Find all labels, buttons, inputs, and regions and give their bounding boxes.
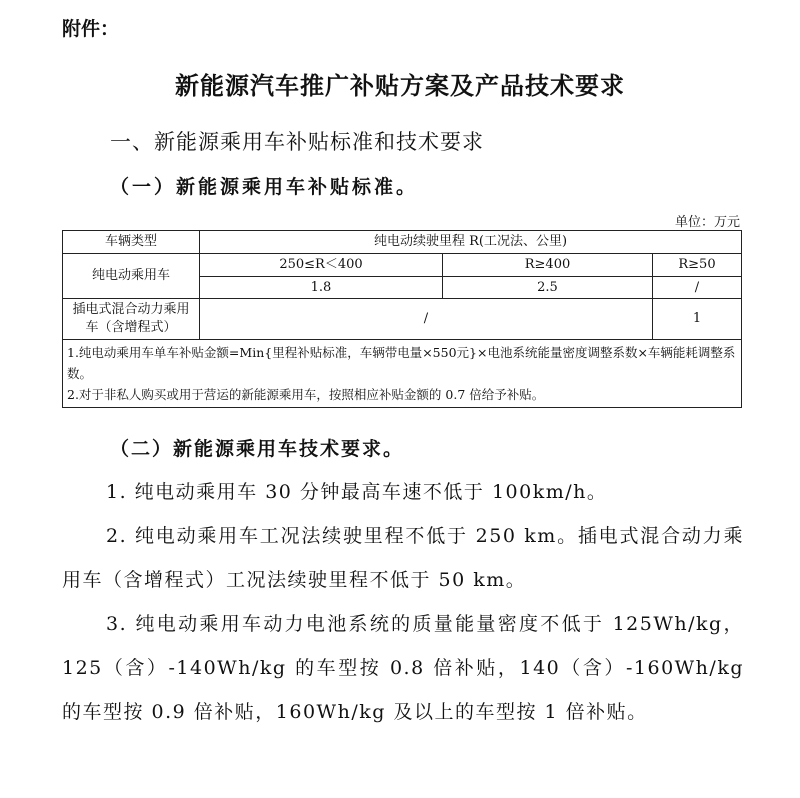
- header-vehicle-type: 车辆类型: [63, 231, 200, 254]
- unit-label: 单位：万元: [674, 215, 740, 230]
- paragraph-1: 1. 纯电动乘用车 30 分钟最高车速不低于 100km/h。: [106, 481, 608, 503]
- subsection-heading-1: （一）新能源乘用车补贴标准。: [110, 176, 419, 198]
- table-notes: [63, 340, 742, 408]
- section-heading-1: 一、新能源乘用车补贴标准和技术要求: [110, 130, 484, 154]
- subsidy-table: [62, 230, 742, 408]
- range-cell-3: R≥50: [653, 254, 742, 277]
- table-row: [63, 254, 742, 277]
- subsection-heading-2: （二）新能源乘用车技术要求。: [110, 438, 405, 460]
- bev-value-3: /: [653, 277, 742, 299]
- row-label-bev: 纯电动乘用车: [63, 254, 200, 299]
- paragraph-3: 3. 纯电动乘用车动力电池系统的质量能量密度不低于 125Wh/kg，125（含）-140Wh/kg 的车型按 0.8 倍补贴，140（含）-160Wh/kg 的车型按 0.9 倍补贴，160Wh/kg 及以上的车型按 1 倍补贴。: [62, 613, 744, 723]
- note-1: 1.纯电动乘用车单车补贴金额=Min{里程补贴标准，车辆带电量×550元}×电池系统能量密度调整系数×车辆能耗调整系数。: [67, 345, 736, 381]
- phev-value-3: 1: [653, 299, 742, 340]
- bev-value-1: 1.8: [200, 277, 443, 299]
- header-range: 纯电动续驶里程 R(工况法、公里): [200, 231, 742, 254]
- range-cell-1: 250≤R＜400: [200, 254, 443, 277]
- table-notes-row: [63, 340, 742, 408]
- phev-value-merged: /: [200, 299, 653, 340]
- attachment-label: 附件：: [62, 18, 120, 40]
- paragraph-2: 2. 纯电动乘用车工况法续驶里程不低于 250 km。插电式混合动力乘用车（含增程式）工况法续驶里程不低于 50 km。: [62, 525, 744, 591]
- row-label-phev: 插电式混合动力乘用车（含增程式）: [63, 299, 200, 340]
- note-2: 2.对于非私人购买或用于营运的新能源乘用车，按照相应补贴金额的 0.7 倍给予补贴。: [67, 387, 545, 402]
- table-header-row: [63, 231, 742, 254]
- range-cell-2: R≥400: [443, 254, 653, 277]
- document-title: 新能源汽车推广补贴方案及产品技术要求: [175, 71, 625, 100]
- table-row: [63, 299, 742, 340]
- bev-value-2: 2.5: [443, 277, 653, 299]
